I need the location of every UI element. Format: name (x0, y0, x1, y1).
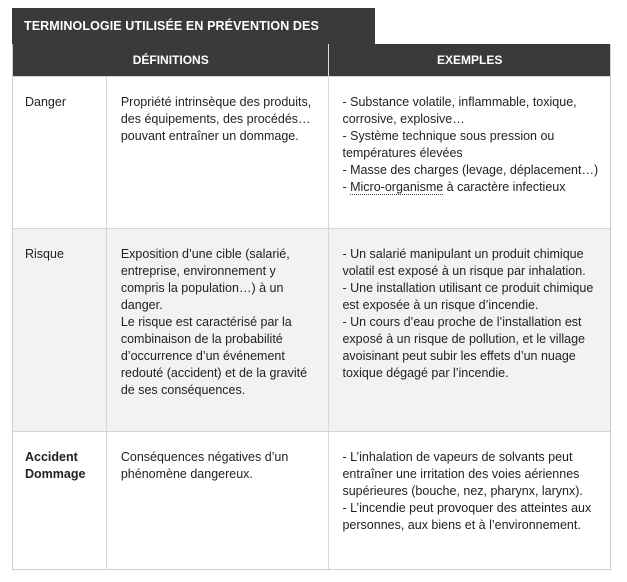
term-cell (13, 432, 107, 569)
definition-cell (107, 432, 330, 569)
example-line: - Substance volatile, inflammable, toxique, corrosive, explosive… (342, 95, 577, 126)
definition-text: Exposition d’une cible (salarié, entreprise, environnement y compris la population…) à un danger. (120, 247, 290, 312)
risk-terminology-table (12, 44, 611, 570)
example-line: - Un salarié manipulant un produit chimique volatil est exposé à un risque par inhalation. (342, 247, 586, 278)
definition-text: Conséquences négatives d’un phénomène dangereux. (120, 450, 289, 481)
micro-organisme-link[interactable]: Micro-organisme (350, 180, 444, 194)
example-line: - Un cours d’eau proche de l’installation est exposé à un risque de pollution, et le village avoisinant peut subir les effets d’un nuage toxique dégagé par l’incendie. (342, 315, 585, 380)
term-cell (13, 229, 107, 431)
example-line: - L’inhalation de vapeurs de solvants peut entraîner une irritation des voies aériennes supérieures (bouche, nez, pharynx, larynx). (342, 450, 583, 498)
table-title-banner: TERMINOLOGIE UTILISÉE EN PRÉVENTION DES (12, 8, 375, 44)
example-line: - Masse des charges (levage, déplacement…) (342, 163, 599, 177)
header-definitions: DÉFINITIONS (13, 44, 329, 76)
table-row-danger (13, 76, 610, 228)
table-row-accident (13, 431, 610, 569)
example-prefix: - (342, 180, 351, 194)
examples-cell (329, 432, 610, 569)
header-examples: EXEMPLES (437, 53, 503, 67)
example-line: - Système technique sous pression ou températures élevées (342, 129, 555, 160)
term-text: Dommage (25, 467, 86, 481)
definition-cell (107, 77, 330, 228)
examples-cell (329, 229, 610, 431)
definition-cell (107, 229, 330, 431)
term-text: Danger (25, 95, 66, 109)
term-cell (13, 77, 107, 228)
example-line (342, 179, 600, 196)
term-text: Risque (25, 247, 64, 261)
example-line: - Une installation utilisant ce produit chimique est exposée à un risque d’incendie. (342, 281, 594, 312)
example-line: - L’incendie peut provoquer des atteintes aux personnes, aux biens et à l’environnement. (342, 501, 592, 532)
definition-text: Propriété intrinsèque des produits, des équipements, des procédés…pouvant entraîner un dommage. (120, 95, 312, 143)
table-header (13, 44, 610, 76)
definition-text: Le risque est caractérisé par la combinaison de la probabilité d’occurrence d’un événement redouté (accident) et de la gravité de ses conséquences. (120, 315, 308, 397)
term-text: Accident (25, 450, 78, 464)
example-suffix: à caractère infectieux (443, 180, 566, 194)
table-row-risque (13, 228, 610, 431)
examples-cell (329, 77, 610, 228)
